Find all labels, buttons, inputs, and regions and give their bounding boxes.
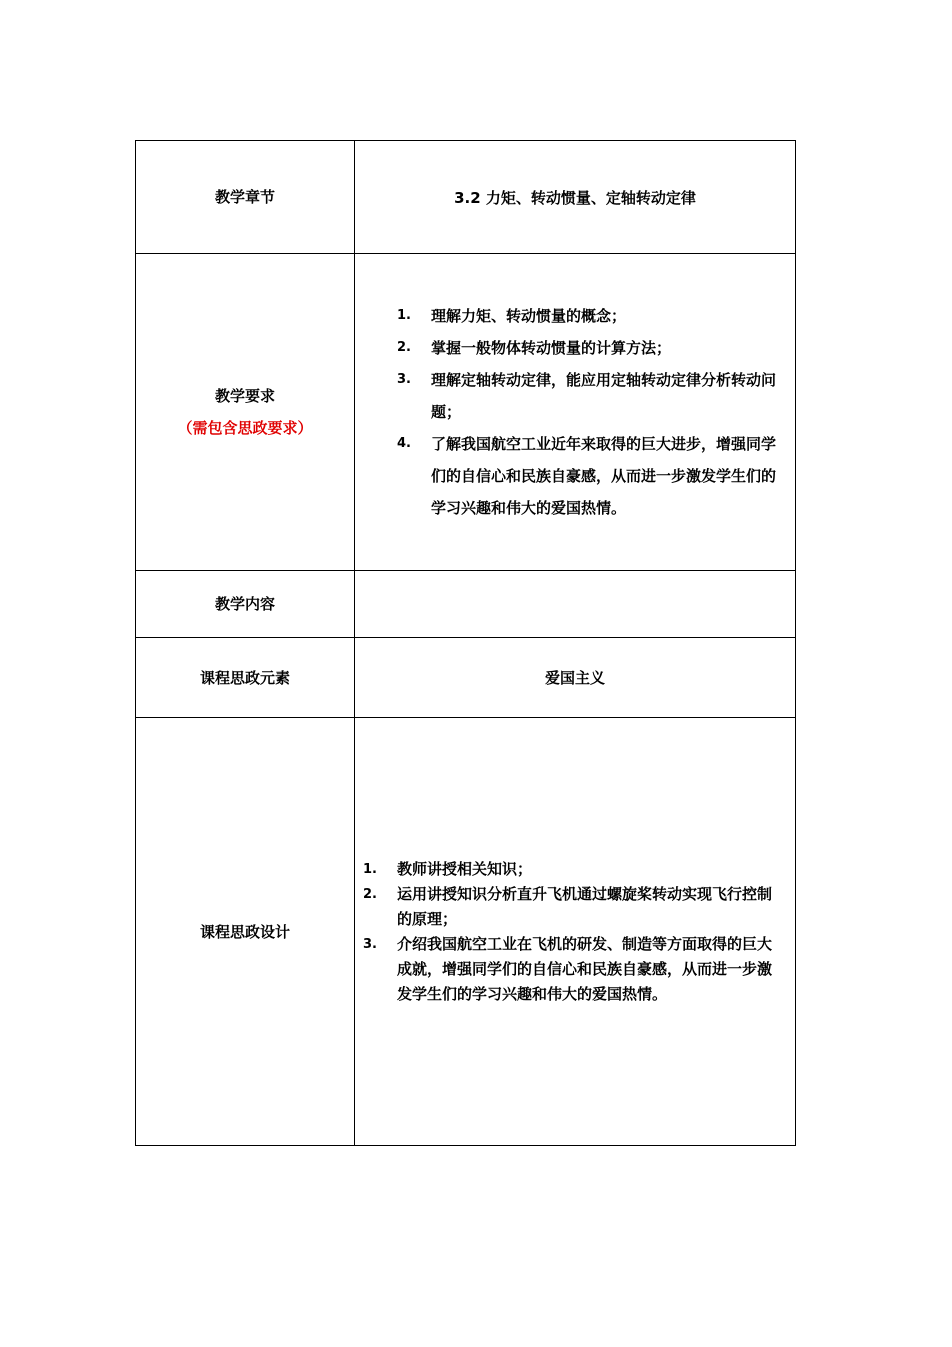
list-item: [363, 857, 785, 882]
lesson-plan-table: [135, 140, 796, 1146]
design-value-cell: [355, 718, 796, 1146]
list-item: [363, 882, 785, 932]
requirements-value-cell: [355, 254, 796, 571]
item-text: 理解力矩、转动惯量的概念；: [431, 307, 627, 325]
requirements-list: [355, 300, 795, 524]
list-item: [395, 332, 785, 364]
item-number: 1.: [397, 308, 411, 323]
design-list: [355, 857, 795, 1007]
item-number: 3.: [363, 936, 377, 952]
requirements-label: 教学要求: [214, 387, 275, 405]
list-item: [363, 932, 785, 1007]
item-number: 2.: [363, 886, 377, 902]
requirements-label-cell: [136, 254, 355, 571]
row-content: [136, 571, 796, 638]
list-item: [395, 428, 785, 524]
design-label: 课程思政设计: [136, 718, 355, 1146]
row-requirements: [136, 254, 796, 571]
row-chapter: [136, 141, 796, 254]
requirements-note: （需包含思政要求）: [177, 419, 313, 437]
list-item: [395, 300, 785, 332]
item-text: 运用讲授知识分析直升飞机通过螺旋桨转动实现飞行控制的原理；: [397, 884, 773, 928]
list-item: [395, 364, 785, 428]
content-label: 教学内容: [136, 571, 355, 638]
element-value: 爱国主义: [355, 638, 796, 718]
content-value: [355, 571, 796, 638]
item-text: 了解我国航空工业近年来取得的巨大进步，增强同学们的自信心和民族自豪感，从而进一步激发学生们的学习兴趣和伟大的爱国热情。: [431, 435, 777, 517]
row-design: [136, 718, 796, 1146]
chapter-value: 3.2 力矩、转动惯量、定轴转动定律: [355, 141, 796, 254]
item-text: 介绍我国航空工业在飞机的研发、制造等方面取得的巨大成就，增强同学们的自信心和民族自豪感，从而进一步激发学生们的学习兴趣和伟大的爱国热情。: [397, 934, 773, 1003]
chapter-label: 教学章节: [136, 141, 355, 254]
item-number: 4.: [397, 436, 411, 451]
item-text: 理解定轴转动定律，能应用定轴转动定律分析转动问题；: [431, 371, 777, 421]
row-element: [136, 638, 796, 718]
element-label: 课程思政元素: [136, 638, 355, 718]
item-text: 掌握一般物体转动惯量的计算方法；: [431, 339, 672, 357]
item-number: 1.: [363, 861, 377, 877]
item-number: 2.: [397, 340, 411, 355]
item-text: 教师讲授相关知识；: [397, 859, 533, 878]
item-number: 3.: [397, 372, 411, 387]
